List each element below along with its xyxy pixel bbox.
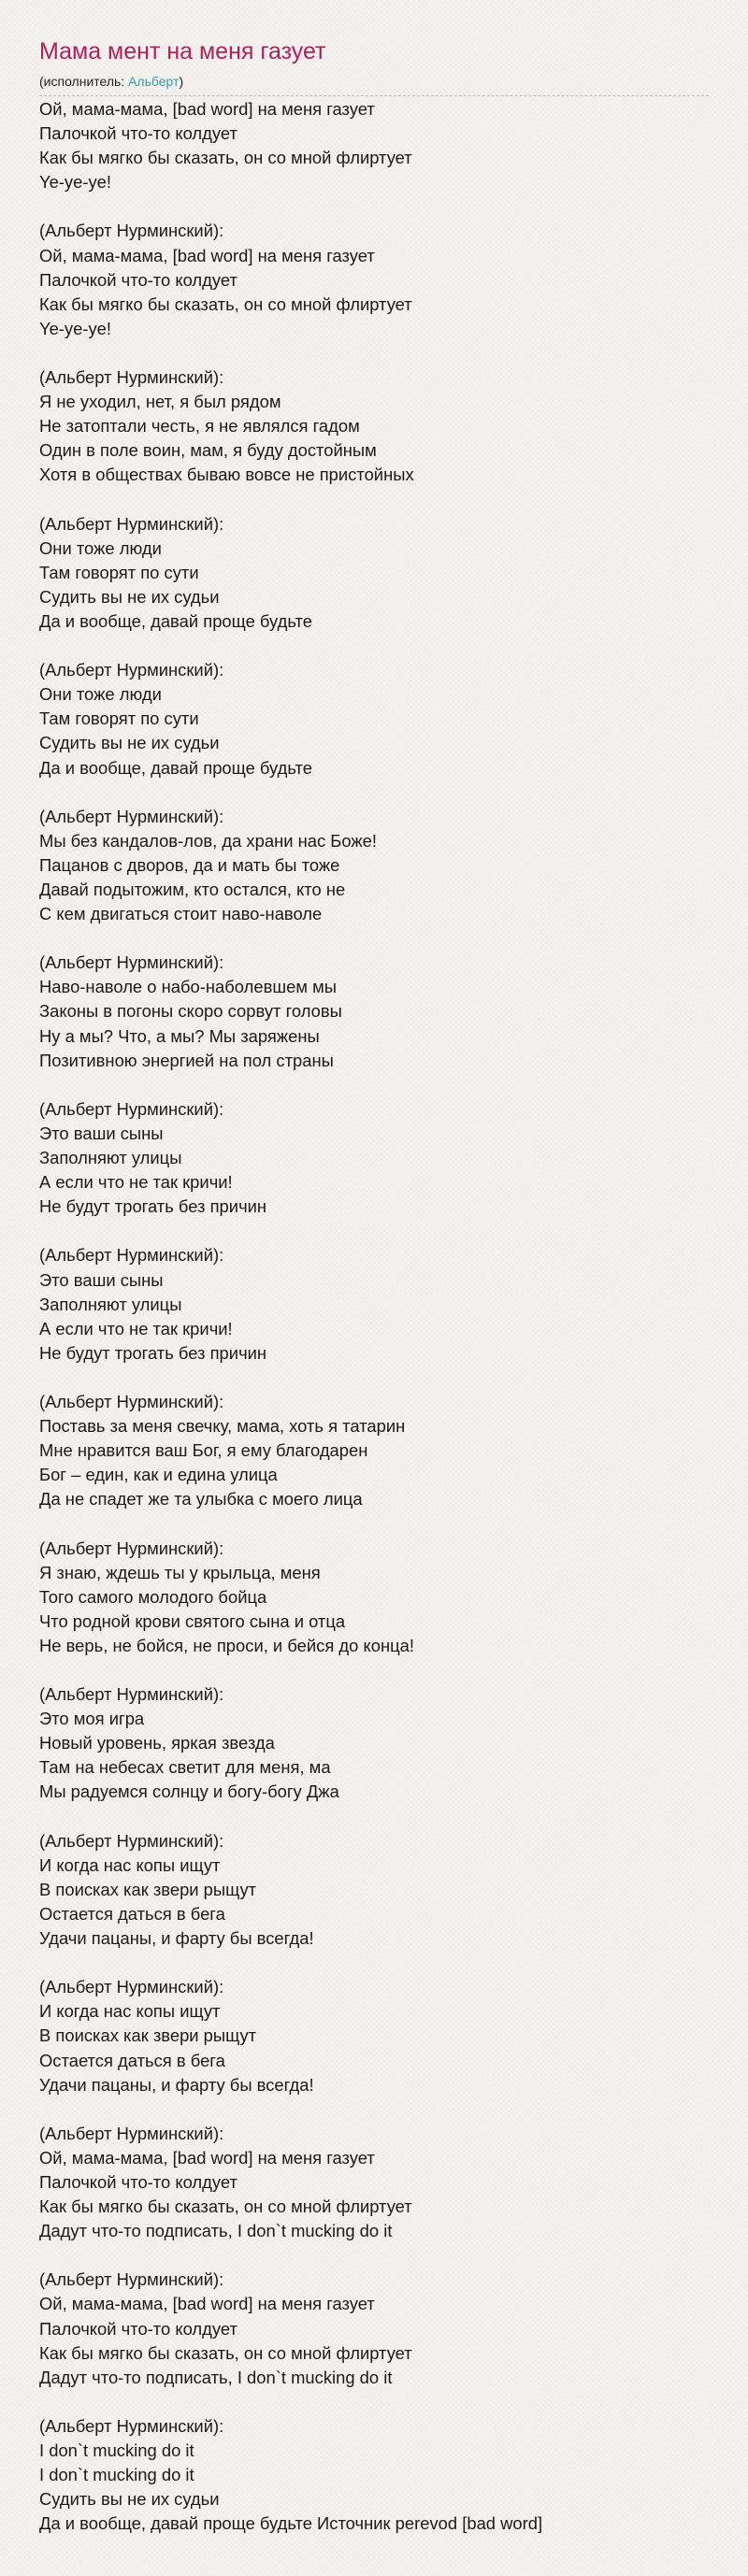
- stanza-gap: [39, 2243, 709, 2268]
- artist-suffix: ): [179, 74, 184, 89]
- lyric-line: Заполняют улицы: [39, 1294, 182, 1314]
- lyric-line: Там на небесах светит для меня, ма: [39, 1757, 331, 1778]
- lyric-line: Палочкой что-то колдует: [39, 123, 237, 144]
- lyric-line: Они тоже люди: [39, 684, 162, 705]
- lyric-line: Это ваши сыны: [39, 1269, 164, 1290]
- stanza-gap: [39, 926, 709, 951]
- lyric-line: Мы без кандалов-лов, да храни нас Боже!: [39, 830, 378, 851]
- lyric-line: (Альберт Нурминский):: [39, 660, 224, 680]
- song-header: [39, 37, 709, 104]
- lyric-line: Там говорят по сути: [39, 562, 199, 582]
- lyric-line: Да и вообще, давай проще будьте: [39, 757, 312, 778]
- lyric-line: I don`t mucking do it: [39, 2440, 194, 2460]
- lyric-line: Ye-ye-ye!: [39, 172, 112, 193]
- lyric-line: Мне нравится ваш Бог, я ему благодарен: [39, 1440, 368, 1461]
- lyric-line: (Альберт Нурминский):: [39, 1684, 224, 1705]
- lyric-line: (Альберт Нурминский):: [39, 2269, 224, 2290]
- lyric-line: (Альберт Нурминский):: [39, 1098, 224, 1119]
- lyric-line: (Альберт Нурминский):: [39, 1391, 224, 1411]
- lyric-line: В поисках как звери рыщут: [39, 2025, 257, 2046]
- lyric-line: А если что не так кричи!: [39, 1318, 233, 1338]
- lyric-line: Дадут что-то подписать, I don`t mucking do it: [39, 2367, 393, 2387]
- lyric-line: Как бы мягко бы сказать, он со мной флиртует: [39, 148, 412, 168]
- lyric-line: (Альберт Нурминский):: [39, 1538, 224, 1558]
- lyric-line: Они тоже люди: [39, 537, 162, 558]
- lyric-line: (Альберт Нурминский):: [39, 2415, 224, 2436]
- lyric-line: Один в поле воин, мам, я буду достойным: [39, 440, 377, 461]
- lyric-line: Наво-наволе о набо-наболевшем мы: [39, 977, 337, 997]
- lyric-line: Не будут трогать без причин: [39, 1342, 267, 1363]
- lyric-line: Мы радуемся солнцу и богу-богу Джа: [39, 1782, 339, 1802]
- stanza-gap: [39, 194, 709, 219]
- lyric-line: (Альберт Нурминский):: [39, 1830, 224, 1851]
- artist-line: [39, 73, 709, 90]
- artist-prefix: (исполнитель:: [39, 74, 129, 89]
- lyric-line: С кем двигаться стоит наво-наволе: [39, 904, 323, 924]
- lyric-line: Палочкой что-то колдует: [39, 2318, 237, 2339]
- lyric-line: (Альберт Нурминский):: [39, 221, 224, 241]
- stanza-gap: [39, 780, 709, 805]
- lyric-line: Ой, мама-мама, [bad word] на меня газует: [39, 2147, 375, 2168]
- stanza-gap: [39, 2390, 709, 2414]
- lyric-line: Как бы мягко бы сказать, он со мной флиртует: [39, 293, 412, 314]
- lyric-line: Пацанов с дворов, да и мать бы тоже: [39, 854, 340, 875]
- lyric-line: Как бы мягко бы сказать, он со мной флиртует: [39, 2197, 412, 2217]
- lyric-line: А если что не так кричи!: [39, 1172, 233, 1193]
- stanza-gap: [39, 1805, 709, 1829]
- stanza-gap: [39, 1658, 709, 1682]
- lyric-line: И когда нас копы ищут: [39, 2001, 221, 2022]
- lyric-line: Дадут что-то подписать, I don`t mucking do it: [39, 2221, 393, 2241]
- lyric-line: Того самого молодого бойца: [39, 1586, 267, 1607]
- lyric-line: Остается даться в бега: [39, 1903, 225, 1924]
- lyric-line: Да и вообще, давай проще будьте Источник perevod [bad word]: [39, 2513, 543, 2534]
- lyric-line: В поисках как звери рыщут: [39, 1879, 257, 1899]
- lyric-line: Ye-ye-ye!: [39, 318, 112, 338]
- lyric-line: Там говорят по сути: [39, 708, 199, 729]
- stanza-gap: [39, 634, 709, 658]
- lyric-line: Остается даться в бега: [39, 2050, 225, 2070]
- lyric-line: Я не уходил, нет, я был рядом: [39, 392, 281, 412]
- lyric-line: Удачи пацаны, и фарту бы всегда!: [39, 1928, 314, 1949]
- lyric-line: Хотя в обществах бываю вовсе не пристойных: [39, 465, 414, 485]
- lyric-line: Поставь за меня свечку, мама, хоть я татарин: [39, 1416, 406, 1437]
- stanza-gap: [39, 1511, 709, 1536]
- lyric-line: (Альберт Нурминский):: [39, 806, 224, 826]
- header-divider: [39, 95, 709, 96]
- lyric-line: Ну а мы? Что, а мы? Мы заряжены: [39, 1025, 320, 1046]
- lyric-line: (Альберт Нурминский):: [39, 1245, 224, 1266]
- lyric-line: Судить вы не их судьи: [39, 733, 220, 753]
- lyric-line: Я знаю, ждешь ты у крыльца, меня: [39, 1562, 321, 1582]
- lyric-line: (Альберт Нурминский):: [39, 1977, 224, 1997]
- lyric-line: Не будут трогать без причин: [39, 1196, 267, 1217]
- lyric-line: Палочкой что-то колдует: [39, 2171, 237, 2192]
- lyric-line: I don`t mucking do it: [39, 2465, 194, 2485]
- lyric-line: Удачи пацаны, и фарту бы всегда!: [39, 2074, 314, 2095]
- lyric-line: Ой, мама-мама, [bad word] на меня газует: [39, 99, 375, 119]
- lyric-line: Судить вы не их судьи: [39, 586, 220, 607]
- lyric-line: Не затоптали честь, я не являлся гадом: [39, 416, 360, 436]
- lyric-line: Позитивною энергией на пол страны: [39, 1050, 334, 1070]
- lyric-line: (Альберт Нурминский):: [39, 513, 224, 534]
- lyric-line: Давай подытожим, кто остался, кто не: [39, 880, 346, 899]
- lyric-line: Бог – един, как и едина улица: [39, 1465, 278, 1485]
- lyric-line: (Альберт Нурминский):: [39, 2123, 224, 2143]
- lyric-line: Это ваши сыны: [39, 1123, 164, 1143]
- lyric-line: (Альберт Нурминский):: [39, 367, 224, 388]
- lyric-line: Судить вы не их судьи: [39, 2489, 220, 2510]
- lyric-line: Палочкой что-то колдует: [39, 269, 237, 290]
- lyric-line: (Альберт Нурминский):: [39, 952, 224, 973]
- lyric-line: И когда нас копы ищут: [39, 1854, 221, 1875]
- stanza-gap: [39, 1219, 709, 1243]
- artist-link[interactable]: Альберт: [128, 74, 180, 89]
- stanza-gap: [39, 1951, 709, 1975]
- stanza-gap: [39, 341, 709, 365]
- song-title: Мама мент на меня газует: [39, 38, 326, 64]
- lyric-line: Ой, мама-мама, [bad word] на меня газует: [39, 2294, 375, 2314]
- lyric-line: Да не спадет же та улыбка с моего лица: [39, 1489, 363, 1510]
- lyric-line: Что родной крови святого сына и отца: [39, 1610, 346, 1631]
- lyric-line: Как бы мягко бы сказать, он со мной флиртует: [39, 2342, 412, 2363]
- stanza-gap: [39, 488, 709, 512]
- stanza-gap: [39, 1073, 709, 1097]
- lyric-line: Ой, мама-мама, [bad word] на меня газует: [39, 245, 375, 265]
- lyric-line: Новый уровень, яркая звезда: [39, 1733, 275, 1753]
- lyric-line: Не верь, не бойся, не проси, и бейся до конца!: [39, 1635, 414, 1655]
- lyrics-body: [39, 97, 709, 2536]
- lyric-line: Законы в погоны скоро сорвут головы: [39, 1001, 342, 1022]
- lyric-line: Это моя игра: [39, 1709, 145, 1729]
- stanza-gap: [39, 1366, 709, 1390]
- lyric-line: Да и вообще, давай проще будьте: [39, 610, 312, 631]
- lyric-line: Заполняют улицы: [39, 1148, 182, 1168]
- stanza-gap: [39, 2097, 709, 2122]
